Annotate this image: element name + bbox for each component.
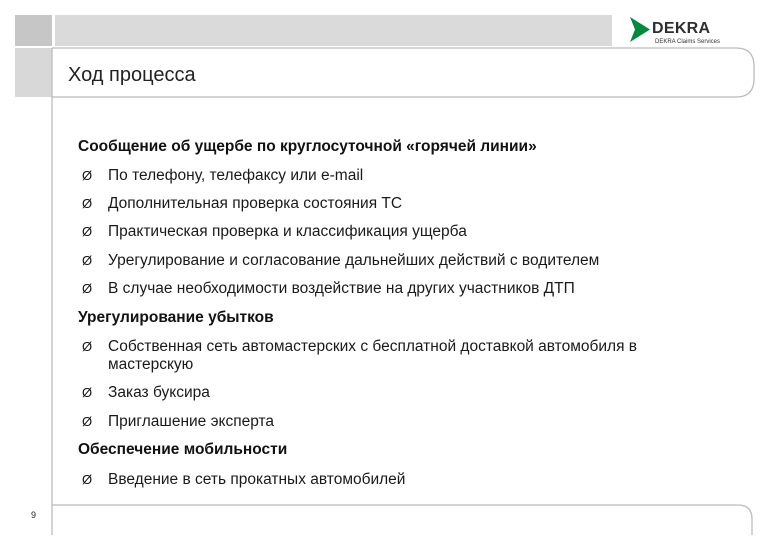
bullet-text: Заказ буксира (108, 384, 210, 401)
section-1-heading: Сообщение об ущербе по круглосуточной «горячей линии» (78, 138, 537, 155)
dekra-logo-icon (629, 17, 651, 42)
bullet-arrow-icon: Ø (82, 168, 93, 183)
bullet-text: Практическая проверка и классификация ущерба (108, 223, 467, 240)
logo-subtitle: DEKRA Claims Services (655, 39, 721, 45)
dekra-logo-wedge (630, 17, 650, 42)
bullet-arrow-icon: Ø (82, 253, 93, 268)
slide-title: Ход процесса (68, 64, 196, 86)
bullet-arrow-icon: Ø (82, 281, 93, 296)
footer-outline (52, 505, 752, 535)
bullet-text: Собственная сеть автомастерских с бесплатной доставкой автомобиля в мастерскую (108, 338, 637, 373)
header-bar (55, 15, 612, 46)
bullet-arrow-icon: Ø (82, 414, 93, 429)
bullet-arrow-icon: Ø (82, 472, 93, 487)
bullet-text: Введение в сеть прокатных автомобилей (108, 471, 406, 488)
bullet-text: Дополнительная проверка состояния ТС (108, 195, 403, 212)
bullet-text: Приглашение эксперта (108, 413, 275, 430)
bullet-arrow-icon: Ø (82, 339, 93, 354)
corner-block (15, 15, 52, 46)
section-2-heading: Урегулирование убытков (78, 309, 274, 326)
title-band-side-block (15, 48, 52, 97)
bullet-arrow-icon: Ø (82, 196, 93, 211)
bullet-arrow-icon: Ø (82, 385, 93, 400)
bullet-text: По телефону, телефаксу или e-mail (108, 167, 364, 184)
bullet-arrow-icon: Ø (82, 224, 93, 239)
bullet-text: В случае необходимости воздействие на других участников ДТП (108, 280, 575, 297)
bullet-text: Урегулирование и согласование дальнейших действий с водителем (108, 252, 600, 269)
page-number: 9 (31, 510, 37, 520)
section-3-heading: Обеспечение мобильности (78, 441, 288, 458)
logo-wordmark: DEKRA (652, 20, 711, 37)
